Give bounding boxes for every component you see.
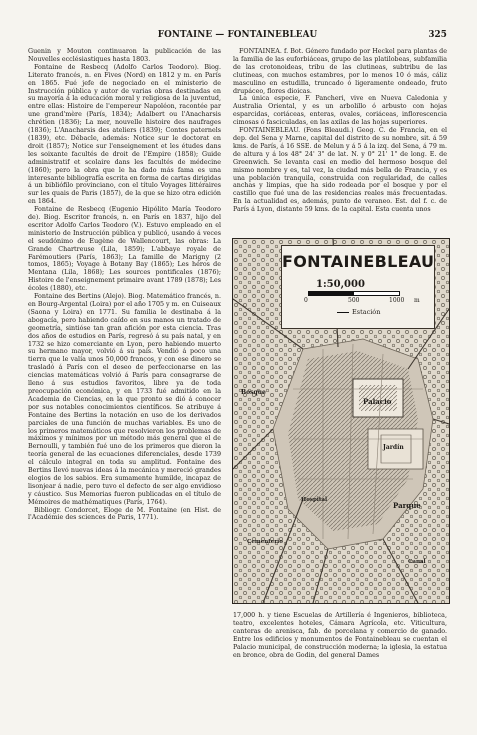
scale-bar <box>308 291 400 296</box>
page-number: 325 <box>428 30 447 40</box>
paragraph: FONTAINEA. f. Bot. Género fundado por Heckel para plantas de la familia de las euforbiáceas, grupo de las platilobeas, subfamilia de las crotonoideas, tribu de las clutineas, subtribu de las clutineas, con muchos estambres, por lo menos 10 ó más, cáliz masculino en estudilla, truncado ó ligeramente ondeado, fruto drupáceo, flores dioicas. <box>233 48 447 95</box>
map-label: Cementerio <box>247 539 283 545</box>
railway-symbol <box>337 312 349 313</box>
map-label: Bosque <box>241 389 266 396</box>
scale-tick: 500 <box>348 297 360 304</box>
paragraph: Fontaine des Bertins (Alejo). Biog. Matemático francés, n. en Bourg-Argental (Loira) por el año 1705 y m. en Cuiseaux (Saona y Loira) en 1771. Su familia le destinaba á la abogacía, pero habiendo caído en sus manos un tratado de geometría, sintióse tan gran afición por esta ciencia. Tras dos años de estudios en París, regresó á su país natal, y en 1732 se hizo comerciante en Lyon, pero habiendo muerto su hermano mayor, volvió á su país. Vendió á poco una tierra que le valía unos 50,000 francos, y con ese dinero se trasladó á París con el deseo de perfeccionarse en las ciencias matemáticas volvió á París para consagrarse de lleno á sus estudios favoritos, libre ya de toda preocupación económica, y en 1733 fué admitido en la Academia de Ciencias, en la que pronto se dió á conocer por sus notables conocimientos científicos. Se atribuye á Fontaine des Bertins la notación en uso de los derivados parciales de una función de muchas variables. Es uno de los primeros matemáticos que resolvieron los problemas de máximos y mínimos por un método más general que el de Bernoulli, y también fué uno de los primeros que dieron la teoría general de las ecuaciones diferenciales, desde 1739 el cálculo integral en toda su amplitud. Fontaine des Bertins llevó nuevas ideas á la mecánica y mereció grandes elogios de los sabios. Era sumamente humilde, incapaz de lisonjear á nadie, pero tuvo el defecto de ser algo envidioso y cáustico. Sus Memorias fueron publicadas en el título de Mémoires de mathématiques (París, 1764). <box>28 293 221 506</box>
map-label: Palacio <box>363 397 392 406</box>
scale-tick: 0 <box>304 297 308 304</box>
paragraph: FONTAINEBLEAU. (Fons Bleaudi.) Geog. C. de Francia, en el dep. del Sena y Marne, capital del distrito de su nombre, sit. á 59 kms. de París, á 16 SSE. de Melun y á 5 á la izq. del Sena, á 79 m. de altura y á los 48° 24' 3" de lat. N. y 0° 21' 1" de long. E. de Greenwich. Se levanta casi en medio del hermoso bosque del mismo nombre y es, tal vez, la ciudad más bella de Francia, y es una población tranquila, construida con regularidad, de calles anchas y limpias, que ha sido rodeada por el bosque y por el castillo que fué una de las residencias reales más frecuentadas. En la actualidad es, además, punto de veraneo. Est. del f. c. de París á Lyon, distante 59 kms. de la capital. Esta cuenta unos <box>233 127 447 214</box>
map-title: FONTAINEBLEAU <box>282 252 435 271</box>
map-label: Hospital <box>301 497 328 503</box>
map-scale: 1:50,000 <box>316 279 365 290</box>
legend-label: Estación <box>352 308 381 316</box>
left-column <box>28 48 221 522</box>
scale-unit: m <box>414 297 420 304</box>
paragraph: Fontaine de Resbecq (Eugenio Hipólito María Teodoro de). Biog. Escritor francés, n. en París en 1837, hijo del escritor Adolfo Carlos Teodoro (V.). Estuvo empleado en el ministerio de Instrucción pública y publicó, usando á veces el seudónimo de Eugène de Wallencourt, las obras: La Grande Chartreuse (Lila, 1859); L'abbaye royale de Farémoutiers (París, 1863); La famille de Marigny (2 tomos, 1865); Voyage à Botany Bay (1865); Les héros de Mentana (Lila, 1868); Les sources pontificales (1876); Histoire de l'enseignement primaire avant 1789 (1878); Les écoles (1880), etc. <box>28 206 222 293</box>
page-header <box>28 30 447 44</box>
map-label: Canal <box>408 559 426 565</box>
paragraph: La única especie, F. Pancheri, vive en Nueva Caledonia y Australia Oriental, y es un arbolillo ó arbusto con hojas esparcidas, coriáceas, enteras, ovales, coriáceas, inflorescencia cimosas ó fasciculadas, en las axilas de las hojas superiores. <box>233 95 447 127</box>
text-below-map <box>233 612 447 659</box>
map-legend <box>337 308 380 316</box>
map-label: Jardín <box>383 444 404 451</box>
right-column <box>233 48 447 214</box>
city-map <box>232 238 450 604</box>
scale-tick: 1000 <box>389 297 405 304</box>
map-label: Parque <box>393 501 421 510</box>
paragraph: 17,000 h. y tiene Escuelas de Artillería é Ingenieros, biblioteca, teatro, excelentes hoteles, Cámara Agrícola, etc. Viticultura, canteras de arenisca, fab. de porcelana y comercio de ganado. Entre los edificios y monumentos de Fontainebleau se cuentan el Palacio municipal, de construcción moderna; la iglesia, la estatua en bronce, obra de Godin, del general Dames <box>233 612 447 659</box>
paragraph: Guenin y Mouton continuaron la publicación de las Nouvelles ecclésiastiques hasta 1803. <box>28 48 221 63</box>
map-cartouche <box>281 245 435 329</box>
paragraph: Bibliogr. Condorcet, Eloge de M. Fontaine (en Hist. de l'Académie des sciences de Paris, 1771). <box>28 506 221 522</box>
running-title: FONTAINE — FONTAINEBLEAU <box>157 30 318 40</box>
paragraph: Fontaine de Resbecq (Adolfo Carlos Teodoro). Biog. Literato francés, n. en Fives (Nord) en 1812 y m. en París en 1865. Fué jefe de negociado en el ministerio de Instrucción pública y autor de varias obras destinadas en su mayoría á la educación moral y religiosa de la juventud, entre ellas: Histoire de l'empereur Napoléon, racontée par une grand'mère (París, 1834); Adalbert ou l'Anacharsis chrétien (1836); La mer, nouvelle histoire des naufrages (1836); L'Anacharsis des ateliers (1839); Contes paternels (1839), etc. Débacle, además: Notice sur le doctorat en droit (1857); Notice sur l'enseignement et les études dans les soixante facultés de droit de l'Empire (1858); Guide administratif et scolaire dans les facultés de médecine (1860); pero la obra que le ha dado más fama es una interesante bibliografía escrita en forma de cartas dirigidas á un bibliófilo provinciano, con el título Voyages littéraires sur les quais de Paris (1857), de la que se hizo otra edición en 1864. <box>28 63 221 206</box>
